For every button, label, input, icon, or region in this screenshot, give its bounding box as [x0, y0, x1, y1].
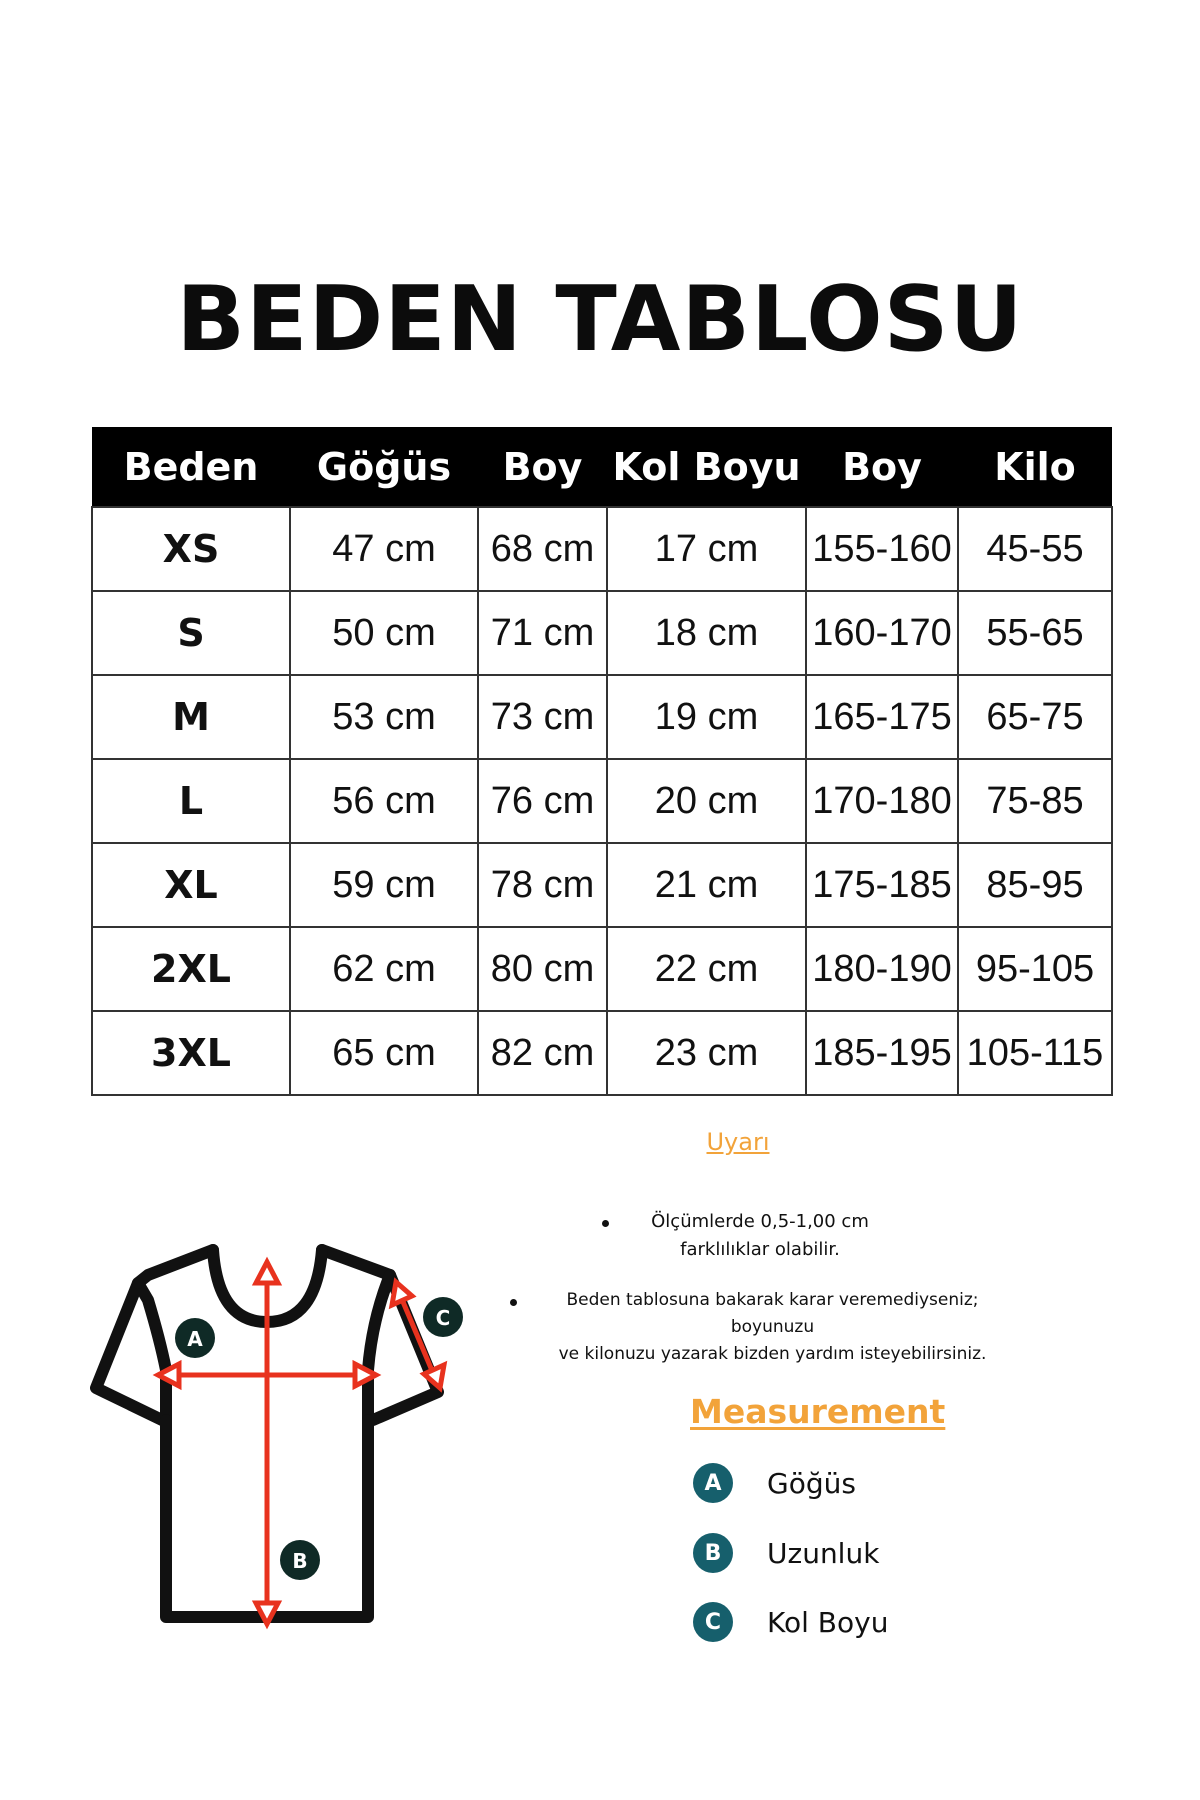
cell-size: 3XL	[92, 1011, 290, 1095]
legend-label: Uzunluk	[767, 1536, 880, 1570]
cell-kol-boyu: 21 cm	[607, 843, 806, 927]
cell-gogus: 59 cm	[290, 843, 478, 927]
legend-marker-a-icon: A	[693, 1463, 733, 1503]
cell-height: 175-185	[806, 843, 958, 927]
sleeve-arrow-top-icon	[392, 1282, 412, 1305]
header-boy-length: Boy	[478, 427, 607, 507]
header-kilo: Kilo	[958, 427, 1112, 507]
cell-boy: 78 cm	[478, 843, 607, 927]
cell-boy: 68 cm	[478, 507, 607, 591]
cell-gogus: 53 cm	[290, 675, 478, 759]
cell-size: L	[92, 759, 290, 843]
cell-boy: 82 cm	[478, 1011, 607, 1095]
legend-marker-c-icon: C	[693, 1602, 733, 1642]
cell-kol-boyu: 17 cm	[607, 507, 806, 591]
cell-boy: 71 cm	[478, 591, 607, 675]
cell-kilo: 55-65	[958, 591, 1112, 675]
legend-label: Kol Boyu	[767, 1605, 889, 1639]
cell-boy: 80 cm	[478, 927, 607, 1011]
header-gogus: Göğüs	[290, 427, 478, 507]
cell-height: 160-170	[806, 591, 958, 675]
cell-kilo: 65-75	[958, 675, 1112, 759]
cell-kol-boyu: 20 cm	[607, 759, 806, 843]
cell-gogus: 56 cm	[290, 759, 478, 843]
header-kol-boyu: Kol Boyu	[607, 427, 806, 507]
cell-size: M	[92, 675, 290, 759]
marker-c-label: C	[435, 1306, 451, 1330]
legend-label: Göğüs	[767, 1466, 856, 1500]
cell-kilo: 85-95	[958, 843, 1112, 927]
cell-gogus: 50 cm	[290, 591, 478, 675]
warning-note-2-line1: Beden tablosuna bakarak karar veremediyseniz; boyunuzu	[566, 1290, 979, 1337]
measurement-title: Measurement	[690, 1392, 946, 1431]
cell-height: 185-195	[806, 1011, 958, 1095]
page-title: BEDEN TABLOSU	[176, 267, 1024, 372]
marker-a-label: A	[187, 1327, 203, 1351]
header-boy-height: Boy	[806, 427, 958, 507]
cell-gogus: 47 cm	[290, 507, 478, 591]
cell-height: 180-190	[806, 927, 958, 1011]
header-beden: Beden	[92, 427, 290, 507]
cell-gogus: 65 cm	[290, 1011, 478, 1095]
cell-size: XS	[92, 507, 290, 591]
cell-size: 2XL	[92, 927, 290, 1011]
cell-kilo: 45-55	[958, 507, 1112, 591]
cell-height: 155-160	[806, 507, 958, 591]
cell-kol-boyu: 22 cm	[607, 927, 806, 1011]
cell-kol-boyu: 23 cm	[607, 1011, 806, 1095]
cell-height: 170-180	[806, 759, 958, 843]
cell-kol-boyu: 18 cm	[607, 591, 806, 675]
cell-kilo: 105-115	[958, 1011, 1112, 1095]
cell-boy: 76 cm	[478, 759, 607, 843]
legend-marker-b-icon: B	[693, 1533, 733, 1573]
cell-kilo: 95-105	[958, 927, 1112, 1011]
cell-size: XL	[92, 843, 290, 927]
marker-b-label: B	[292, 1549, 308, 1573]
cell-kilo: 75-85	[958, 759, 1112, 843]
warning-note-1-line2: farklılıklar olabilir.	[680, 1239, 840, 1260]
warning-note-2-line2: ve kilonuzu yazarak bizden yardım isteyebilirsiniz.	[558, 1344, 987, 1364]
cell-kol-boyu: 19 cm	[607, 675, 806, 759]
warning-note-1-line1: Ölçümlerde 0,5-1,00 cm	[651, 1211, 869, 1232]
cell-height: 165-175	[806, 675, 958, 759]
length-arrow-top-icon	[256, 1262, 278, 1283]
cell-size: S	[92, 591, 290, 675]
cell-gogus: 62 cm	[290, 927, 478, 1011]
cell-boy: 73 cm	[478, 675, 607, 759]
warning-title: Uyarı	[706, 1128, 770, 1156]
